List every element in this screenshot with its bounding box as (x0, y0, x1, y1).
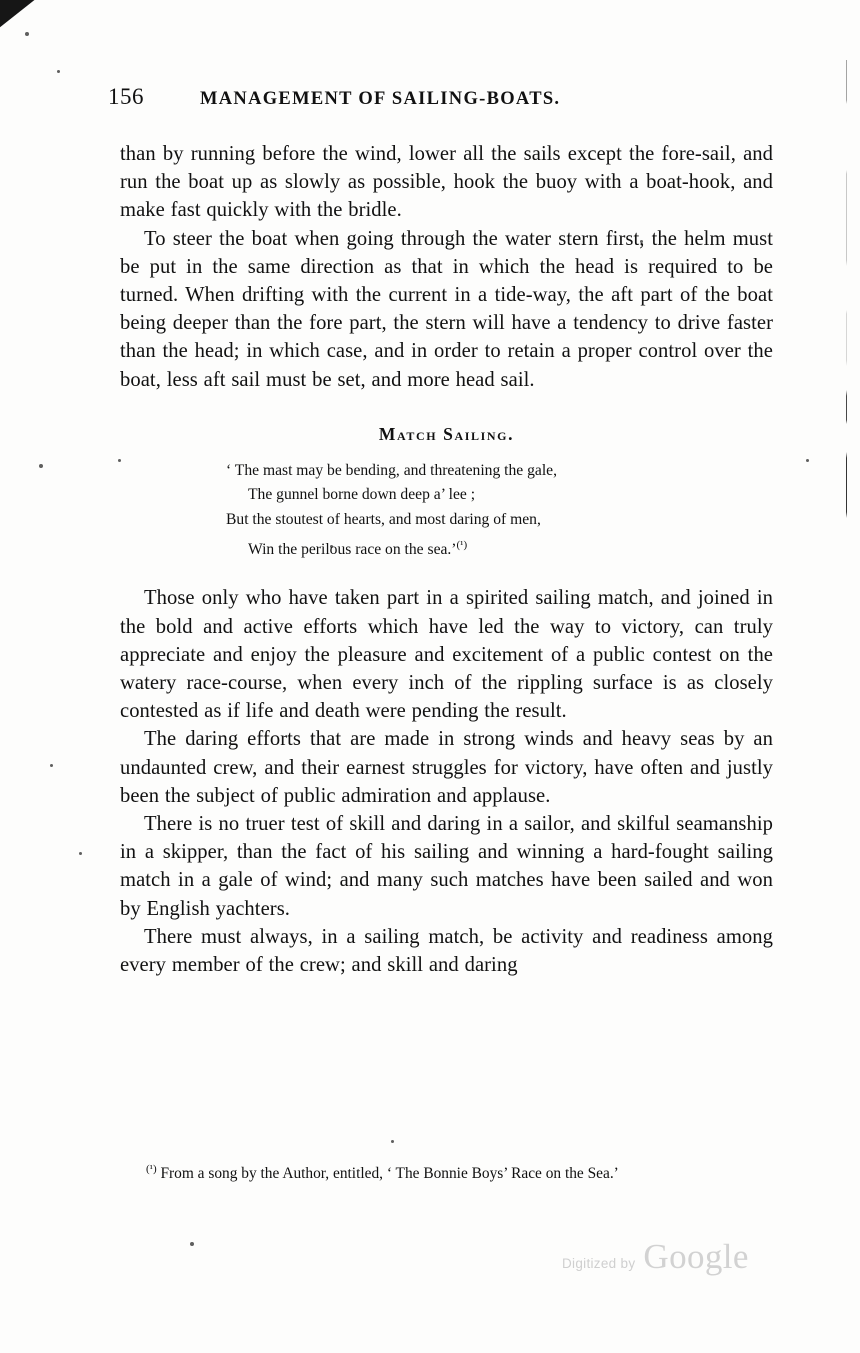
footnote-reference-marker[interactable]: (¹) (456, 538, 468, 551)
verse-line-last (226, 533, 773, 563)
paragraph-steering: To steer the boat when going through the water stern first, the helm must be put in the same direction as that in which the head is required to be turned. When drifting with the current in a tide-way, the aft part of the boat being deeper than the fore part, the stern will have a tendency to drive faster than the head; in which case, and in order to retain a proper control over the boat, less aft sail must be set, and more head sail. (120, 227, 773, 391)
scan-speck (25, 32, 29, 36)
running-head (108, 84, 776, 110)
section-heading: Match Sailing. (378, 423, 515, 444)
scan-speck (57, 70, 60, 73)
paragraph-spirited-match: Those only who have taken part in a spirited sailing match, and joined in the bold and active efforts which have led the way to victory, can truly appreciate and enjoy the pleasure and excitement of a public contest on the watery race-course, when every inch of the rippling surface is as closely contested as if life and death were pending the result. (120, 587, 773, 723)
page-edge-scan-artifact (846, 60, 847, 560)
scan-speck (190, 1242, 194, 1246)
verse-line: The gunnel borne down deep a’ lee ; (248, 486, 476, 504)
paragraph-activity-readiness: There must always, in a sailing match, be activity and readiness among every member of the crew; and skill and daring (120, 925, 773, 977)
watermark-brand: Google (643, 1237, 749, 1276)
verse-line: But the stoutest of hearts, and most daring of men, (226, 511, 541, 529)
scan-speck (79, 852, 82, 855)
scan-speck (391, 1140, 394, 1143)
scan-speck (806, 459, 809, 462)
paragraph-mooring: than by running before the wind, lower all the sails except the fore-sail, and run the boat up as slowly as possible, hook the buoy with a boat-hook, and make fast quickly with the bridle. (120, 143, 773, 222)
footnote-text: From a song by the Author, entitled, ‘ The Bonnie Boys’ Race on the Sea.’ (160, 1165, 619, 1183)
verse-line-text: Win the perilous race on the sea.’ (248, 540, 457, 558)
scan-speck (50, 764, 53, 767)
running-title: MANAGEMENT OF SAILING-BOATS. (200, 89, 561, 109)
verse-line: ‘ The mast may be bending, and threatening the gale, (226, 461, 557, 479)
page-corner-scan-artifact (0, 0, 43, 31)
paragraph-daring-efforts: The daring efforts that are made in strong winds and heavy seas by an undaunted crew, and their earnest struggles for victory, have often and justly been the subject of public admiration and applause. (120, 728, 773, 807)
footnote (120, 1158, 773, 1185)
scan-speck (39, 464, 43, 468)
page-number: 156 (108, 84, 144, 109)
verse-quotation (120, 459, 773, 563)
paragraph-truer-test: There is no truer test of skill and daring in a sailor, and skilful seamanship in a skipper, than the fact of his sailing and winning a hard-fought sailing match in a gale of wind; and many such matches have been sailed and won by English yachters. (120, 813, 773, 920)
text-column (120, 140, 773, 979)
footnote-marker: (¹) (146, 1163, 157, 1175)
digitization-watermark (562, 1237, 749, 1277)
watermark-prefix: Digitized by (562, 1256, 636, 1271)
